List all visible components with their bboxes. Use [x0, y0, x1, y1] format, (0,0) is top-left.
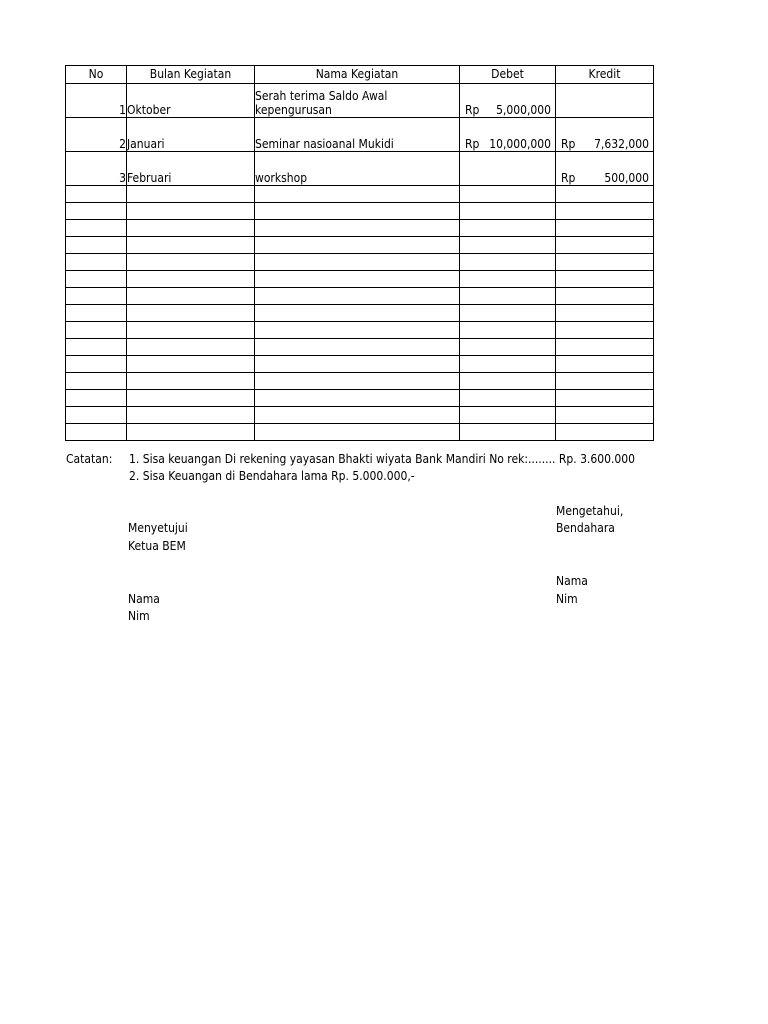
acknowledger-role: Bendahara [556, 521, 615, 535]
row-bulan: Oktober [127, 84, 255, 118]
row-nama-line2: workshop [255, 171, 308, 185]
header-debet: Debet [460, 66, 556, 84]
row-bulan: Januari [127, 118, 255, 152]
row-debet [460, 152, 556, 186]
ledger-sheet [65, 65, 654, 441]
note-line-1: 1. Sisa keuangan Di rekening yayasan Bhakti wiyata Bank Mandiri No rek:........ Rp. 3.600.000 [129, 452, 635, 466]
row-debet [460, 118, 556, 152]
header-no: No [66, 66, 127, 84]
acknowledger-name: Nama [556, 574, 588, 588]
empty-row [66, 305, 654, 322]
debet-currency: Rp [465, 103, 480, 117]
empty-row [66, 356, 654, 373]
row-no: 3 [66, 152, 127, 186]
row-nama-line2: Seminar nasioanal Mukidi [255, 137, 394, 151]
empty-row [66, 390, 654, 407]
empty-row [66, 203, 654, 220]
kredit-amount: 7,632,000 [594, 137, 649, 151]
approver-name: Nama [128, 592, 160, 606]
empty-row [66, 220, 654, 237]
table-row [66, 118, 654, 152]
table-row [66, 152, 654, 186]
header-row [66, 66, 654, 84]
header-kredit: Kredit [556, 66, 654, 84]
approval-label: Menyetujui [128, 521, 188, 535]
debet-currency: Rp [465, 137, 480, 151]
table-row [66, 84, 654, 118]
row-kredit [556, 84, 654, 118]
empty-row [66, 407, 654, 424]
row-nama-line2: kepengurusan [255, 103, 332, 117]
kredit-amount: 500,000 [604, 171, 649, 185]
debet-amount: 5,000,000 [496, 103, 551, 117]
approver-nim: Nim [128, 609, 150, 623]
row-nama [255, 118, 460, 152]
row-kredit [556, 152, 654, 186]
note-line-2: 2. Sisa Keuangan di Bendahara lama Rp. 5.000.000,- [129, 469, 415, 483]
notes-label: Catatan: [66, 452, 113, 466]
row-nama-line1: Serah terima Saldo Awal [255, 89, 388, 103]
acknowledge-label: Mengetahui, [556, 504, 624, 518]
acknowledger-nim: Nim [556, 592, 578, 606]
debet-amount: 10,000,000 [489, 137, 551, 151]
empty-row [66, 339, 654, 356]
header-nama-kegiatan: Nama Kegiatan [255, 66, 460, 84]
empty-row [66, 373, 654, 390]
empty-row [66, 237, 654, 254]
notes-section [66, 451, 658, 487]
empty-row [66, 254, 654, 271]
empty-row [66, 186, 654, 203]
row-debet [460, 84, 556, 118]
kredit-currency: Rp [561, 171, 576, 185]
empty-row [66, 424, 654, 441]
row-nama [255, 84, 460, 118]
row-no: 1 [66, 84, 127, 118]
row-kredit [556, 118, 654, 152]
header-bulan-kegiatan: Bulan Kegiatan [127, 66, 255, 84]
approver-role: Ketua BEM [128, 539, 186, 553]
ledger-table [65, 65, 654, 441]
empty-row [66, 288, 654, 305]
row-bulan: Februari [127, 152, 255, 186]
kredit-currency: Rp [561, 137, 576, 151]
empty-row [66, 271, 654, 288]
row-no: 2 [66, 118, 127, 152]
empty-row [66, 322, 654, 339]
row-nama [255, 152, 460, 186]
